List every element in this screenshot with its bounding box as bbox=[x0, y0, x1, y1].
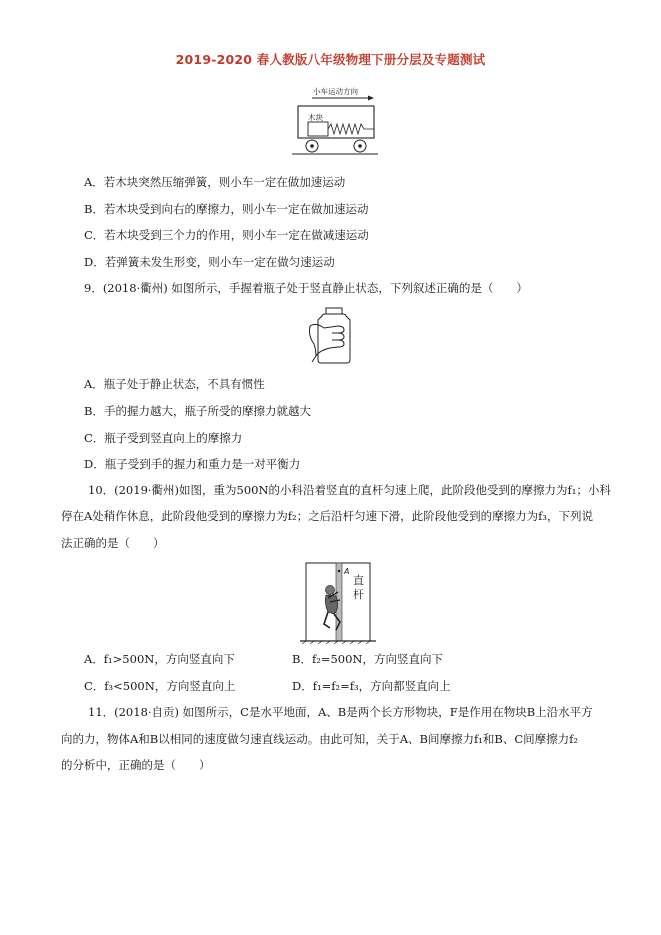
cart-figure bbox=[290, 84, 380, 156]
block-label: 木块 bbox=[308, 113, 323, 122]
hand-bottle-figure bbox=[306, 306, 362, 366]
q10-option-a: A．f₁>500N，方向竖直向下 bbox=[84, 652, 235, 666]
arrow-head-icon bbox=[368, 96, 374, 101]
bottle-cap-icon bbox=[326, 308, 342, 314]
spring-icon bbox=[328, 124, 374, 134]
wheel-hub-icon bbox=[358, 144, 362, 148]
q10-stem-line-1: 10．(2019·衢州)如图，重为500N的小科沿着竖直的直杆匀速上爬，此阶段他受到的摩擦力为f₁；小科 bbox=[88, 483, 611, 497]
q9-option-a: A．瓶子处于静止状态，不具有惯性 bbox=[84, 377, 265, 391]
q11-stem-line-2: 向的力，物体A和B以相同的速度做匀速直线运动。由此可知，关于A、B间摩擦力f₁和B、C间摩擦力f₂ bbox=[61, 732, 578, 746]
q9-option-d: D．瓶子受到手的握力和重力是一对平衡力 bbox=[84, 457, 301, 471]
q10-option-d: D．f₁=f₂=f₃，方向都竖直向上 bbox=[292, 679, 451, 693]
q8-option-b: B．若木块受到向右的摩擦力，则小车一定在做加速运动 bbox=[84, 202, 369, 216]
q11-stem-line-3: 的分析中，正确的是（ ） bbox=[61, 758, 211, 772]
point-a-marker bbox=[338, 570, 341, 573]
q11-stem-line-1: 11．(2018·自贡) 如图所示，C是水平地面，A、B是两个长方形物块，F是作用在物块B上沿水平方 bbox=[88, 705, 593, 719]
point-a-label: A bbox=[344, 567, 350, 576]
q10-stem-line-3: 法正确的是（ ） bbox=[61, 536, 165, 550]
q10-option-c: C．f₃<500N，方向竖直向上 bbox=[84, 679, 236, 693]
palm-outline bbox=[310, 326, 317, 356]
cart-direction-label: 小车运动方向 bbox=[313, 87, 358, 96]
q8-option-a: A．若木块突然压缩弹簧，则小车一定在做加速运动 bbox=[84, 175, 346, 189]
q10-option-b: B．f₂=500N，方向竖直向下 bbox=[292, 652, 443, 666]
page-title: 2019-2020 春人教版八年级物理下册分层及专题测试 bbox=[175, 52, 486, 67]
q9-option-c: C．瓶子受到竖直向上的摩擦力 bbox=[84, 431, 243, 445]
wheel-hub-icon bbox=[310, 144, 314, 148]
q9-stem: 9．(2018·衢州) 如图所示，手握着瓶子处于竖直静止状态，下列叙述正确的是（ ） bbox=[84, 281, 528, 295]
q10-stem-line-2: 停在A处稍作休息，此阶段他受到的摩擦力为f₂；之后沿杆匀速下滑，此阶段他受到的摩擦力为f₃，下列说 bbox=[61, 509, 594, 523]
bottle-icon bbox=[318, 314, 350, 363]
wood-block bbox=[308, 122, 328, 136]
q8-option-c: C．若木块受到三个力的作用，则小车一定在做减速运动 bbox=[84, 228, 369, 242]
climbing-pole-figure bbox=[300, 562, 376, 644]
pole-label-2: 杆 bbox=[353, 588, 364, 601]
q8-option-d: D．若弹簧未发生形变，则小车一定在做匀速运动 bbox=[84, 255, 335, 269]
pole-label-1: 直 bbox=[353, 574, 364, 587]
q9-option-b: B．手的握力越大，瓶子所受的摩擦力就越大 bbox=[84, 404, 311, 418]
